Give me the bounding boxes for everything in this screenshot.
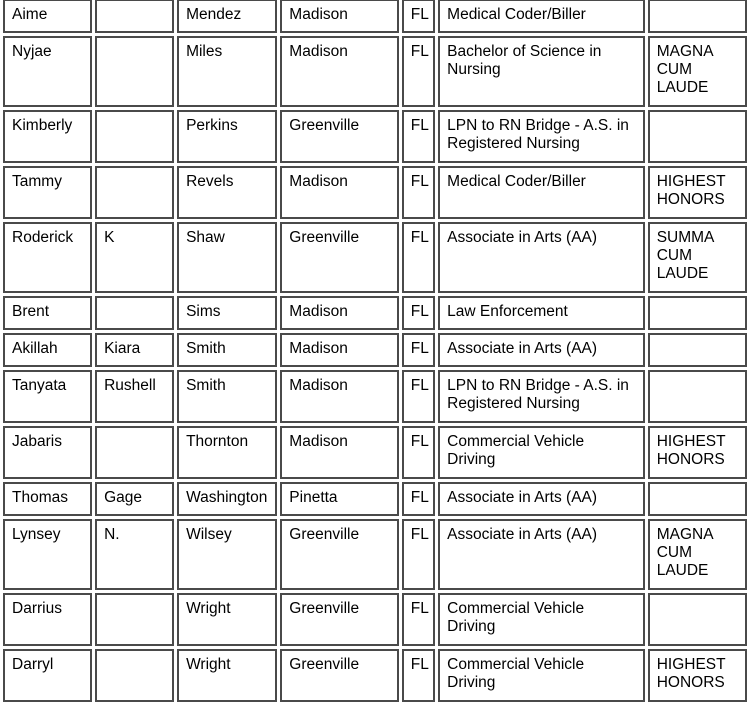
- city-cell: Greenville: [280, 593, 398, 646]
- honors-cell: [648, 482, 747, 516]
- city-cell: Greenville: [280, 110, 398, 163]
- first-name-cell: Lynsey: [3, 519, 92, 590]
- honors-cell: [648, 333, 747, 367]
- program-cell: Commercial Vehicle Driving: [438, 426, 645, 479]
- middle-name-cell: Kiara: [95, 333, 174, 367]
- middle-name-cell: [95, 426, 174, 479]
- middle-name-cell: Gage: [95, 482, 174, 516]
- program-cell: LPN to RN Bridge - A.S. in Registered Nursing: [438, 370, 645, 423]
- program-cell: Medical Coder/Biller: [438, 166, 645, 219]
- honors-cell: [648, 296, 747, 330]
- last-name-cell: Smith: [177, 333, 277, 367]
- table-row: [3, 333, 747, 367]
- first-name-cell: Thomas: [3, 482, 92, 516]
- table-row: [3, 593, 747, 646]
- state-cell: FL: [402, 296, 435, 330]
- honors-cell: HIGHEST HONORS: [648, 649, 747, 702]
- table-row: [3, 519, 747, 590]
- state-cell: FL: [402, 166, 435, 219]
- table-row: [3, 296, 747, 330]
- first-name-cell: Jabaris: [3, 426, 92, 479]
- last-name-cell: Mendez: [177, 0, 277, 33]
- honors-cell: MAGNA CUM LAUDE: [648, 36, 747, 107]
- state-cell: FL: [402, 519, 435, 590]
- middle-name-cell: K: [95, 222, 174, 293]
- honors-cell: SUMMA CUM LAUDE: [648, 222, 747, 293]
- last-name-cell: Wright: [177, 649, 277, 702]
- last-name-cell: Washington: [177, 482, 277, 516]
- middle-name-cell: [95, 593, 174, 646]
- program-cell: Associate in Arts (AA): [438, 333, 645, 367]
- program-cell: Associate in Arts (AA): [438, 519, 645, 590]
- table-row: [3, 166, 747, 219]
- program-cell: Medical Coder/Biller: [438, 0, 645, 33]
- city-cell: Greenville: [280, 222, 398, 293]
- first-name-cell: Tanyata: [3, 370, 92, 423]
- table-row: [3, 482, 747, 516]
- city-cell: Madison: [280, 296, 398, 330]
- honors-cell: HIGHEST HONORS: [648, 426, 747, 479]
- last-name-cell: Wilsey: [177, 519, 277, 590]
- last-name-cell: Shaw: [177, 222, 277, 293]
- city-cell: Pinetta: [280, 482, 398, 516]
- table-row: [3, 36, 747, 107]
- city-cell: Madison: [280, 0, 398, 33]
- first-name-cell: Brent: [3, 296, 92, 330]
- city-cell: Madison: [280, 370, 398, 423]
- honors-cell: [648, 110, 747, 163]
- city-cell: Madison: [280, 166, 398, 219]
- last-name-cell: Miles: [177, 36, 277, 107]
- table-row: [3, 222, 747, 293]
- city-cell: Greenville: [280, 519, 398, 590]
- program-cell: Bachelor of Science in Nursing: [438, 36, 645, 107]
- first-name-cell: Darryl: [3, 649, 92, 702]
- state-cell: FL: [402, 426, 435, 479]
- state-cell: FL: [402, 222, 435, 293]
- program-cell: Associate in Arts (AA): [438, 482, 645, 516]
- state-cell: FL: [402, 593, 435, 646]
- middle-name-cell: [95, 166, 174, 219]
- last-name-cell: Sims: [177, 296, 277, 330]
- last-name-cell: Revels: [177, 166, 277, 219]
- program-cell: Commercial Vehicle Driving: [438, 649, 645, 702]
- honors-cell: [648, 370, 747, 423]
- table-row: [3, 0, 747, 33]
- last-name-cell: Smith: [177, 370, 277, 423]
- middle-name-cell: [95, 36, 174, 107]
- last-name-cell: Perkins: [177, 110, 277, 163]
- last-name-cell: Thornton: [177, 426, 277, 479]
- middle-name-cell: [95, 296, 174, 330]
- first-name-cell: Kimberly: [3, 110, 92, 163]
- state-cell: FL: [402, 0, 435, 33]
- state-cell: FL: [402, 36, 435, 107]
- program-cell: LPN to RN Bridge - A.S. in Registered Nursing: [438, 110, 645, 163]
- middle-name-cell: [95, 649, 174, 702]
- last-name-cell: Wright: [177, 593, 277, 646]
- table-row: [3, 370, 747, 423]
- first-name-cell: Aime: [3, 0, 92, 33]
- first-name-cell: Nyjae: [3, 36, 92, 107]
- middle-name-cell: N.: [95, 519, 174, 590]
- state-cell: FL: [402, 649, 435, 702]
- program-cell: Associate in Arts (AA): [438, 222, 645, 293]
- honors-cell: [648, 0, 747, 33]
- first-name-cell: Tammy: [3, 166, 92, 219]
- city-cell: Greenville: [280, 649, 398, 702]
- table-row: [3, 110, 747, 163]
- middle-name-cell: Rushell: [95, 370, 174, 423]
- first-name-cell: Roderick: [3, 222, 92, 293]
- first-name-cell: Darrius: [3, 593, 92, 646]
- state-cell: FL: [402, 482, 435, 516]
- city-cell: Madison: [280, 36, 398, 107]
- city-cell: Madison: [280, 426, 398, 479]
- program-cell: Law Enforcement: [438, 296, 645, 330]
- honors-cell: HIGHEST HONORS: [648, 166, 747, 219]
- middle-name-cell: [95, 110, 174, 163]
- city-cell: Madison: [280, 333, 398, 367]
- state-cell: FL: [402, 370, 435, 423]
- honors-cell: [648, 593, 747, 646]
- first-name-cell: Akillah: [3, 333, 92, 367]
- honors-cell: MAGNA CUM LAUDE: [648, 519, 747, 590]
- middle-name-cell: [95, 0, 174, 33]
- table-row: [3, 426, 747, 479]
- state-cell: FL: [402, 333, 435, 367]
- program-cell: Commercial Vehicle Driving: [438, 593, 645, 646]
- table-row: [3, 649, 747, 702]
- state-cell: FL: [402, 110, 435, 163]
